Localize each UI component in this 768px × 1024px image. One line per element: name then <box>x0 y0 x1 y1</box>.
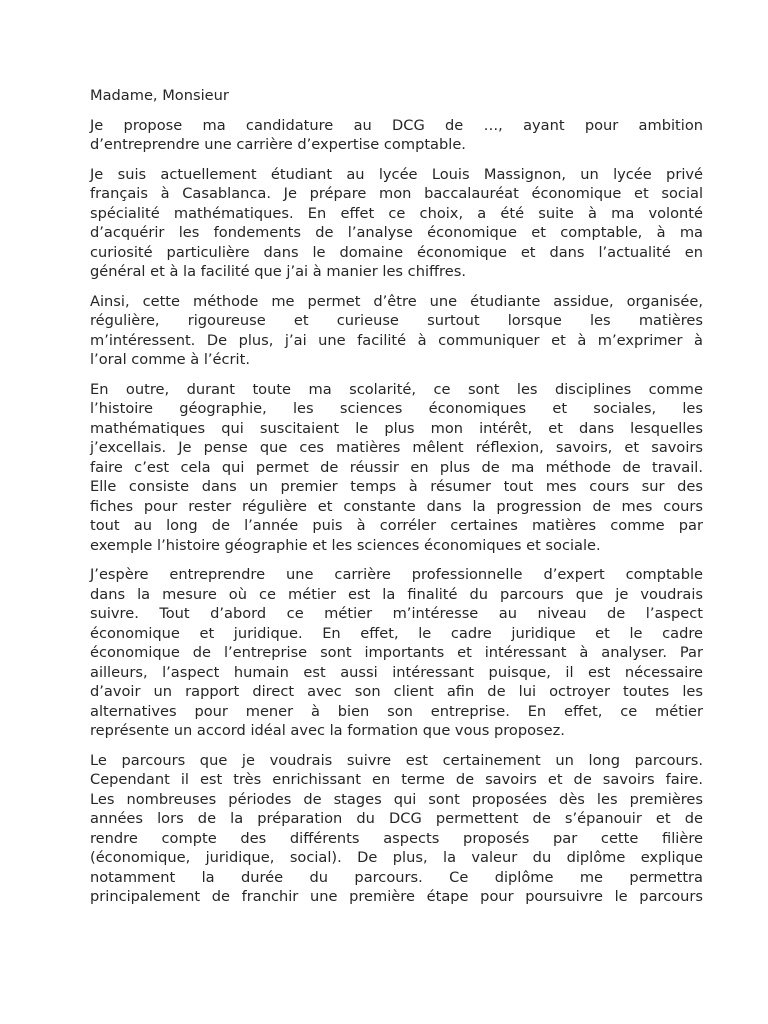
paragraph-line: fiches pour rester régulière et constante dans la progression de mes cours <box>90 497 703 515</box>
letter-body <box>90 116 703 907</box>
paragraph-line: mathématiques qui suscitaient le plus mon intérêt, et dans lesquelles <box>90 419 703 437</box>
paragraph-line: dans la mesure où ce métier est la finalité du parcours que je voudrais <box>90 585 703 603</box>
letter-page <box>90 86 703 917</box>
salutation-text: Madame, Monsieur <box>90 87 229 104</box>
paragraph-line: spécialité mathématiques. En effet ce choix, a été suite à ma volonté <box>90 204 703 222</box>
paragraph-line: ailleurs, l’aspect humain est aussi intéressant puisque, il est nécessaire <box>90 663 703 681</box>
paragraph-line: général et à la facilité que j’ai à manier les chiffres. <box>90 263 466 280</box>
paragraph-line: exemple l’histoire géographie et les sciences économiques et sociale. <box>90 536 601 554</box>
paragraph-line: régulière, rigoureuse et curieuse surtout lorsque les matières <box>90 312 703 329</box>
paragraph-line: économique de l’entreprise sont importants et intéressant à analyser. Par <box>90 644 703 661</box>
paragraph-line: (économique, juridique, social). De plus, la valeur du diplôme explique <box>90 849 703 866</box>
paragraph-line: curiosité particulière dans le domaine économique et dans l’actualité en <box>90 243 703 261</box>
paragraph-line: tout au long de l’année puis à corréler certaines matières comme par <box>90 517 703 534</box>
paragraph-line: principalement de franchir une première étape pour poursuivre le parcours <box>90 888 703 905</box>
salutation <box>90 86 703 106</box>
paragraph-line: l’histoire géographie, les sciences économiques et sociales, les <box>90 400 703 417</box>
paragraph-line: alternatives pour mener à bien son entreprise. En effet, ce métier <box>90 702 703 720</box>
paragraph-line: Je propose ma candidature au DCG de …, ayant pour ambition <box>90 116 703 134</box>
paragraph-6 <box>90 751 703 907</box>
paragraph-line: j’excellais. Je pense que ces matières mêlent réflexion, savoirs, et savoirs <box>90 439 703 456</box>
paragraph-line: Les nombreuses périodes de stages qui sont proposées dès les premières <box>90 790 703 808</box>
paragraph-line: d’acquérir les fondements de l’analyse économique et comptable, à ma <box>90 224 703 241</box>
paragraph-line: l’oral comme à l’écrit. <box>90 351 250 368</box>
paragraph-line: Le parcours que je voudrais suivre est certainement un long parcours. <box>90 751 703 769</box>
paragraph-line: En outre, durant toute ma scolarité, ce sont les disciplines comme <box>90 380 703 398</box>
paragraph-line: notamment la durée du parcours. Ce diplôme me permettra <box>90 868 703 886</box>
paragraph-3 <box>90 292 703 370</box>
paragraph-1 <box>90 116 703 155</box>
paragraph-line: rendre compte des différents aspects proposés par cette filière <box>90 829 703 847</box>
paragraph-line: d’entreprendre une carrière d’expertise comptable. <box>90 136 466 153</box>
paragraph-5 <box>90 565 703 741</box>
paragraph-line: années lors de la préparation du DCG permettent de s’épanouir et de <box>90 810 703 827</box>
paragraph-line: Ainsi, cette méthode me permet d’être une étudiante assidue, organisée, <box>90 292 703 310</box>
paragraph-line: m’intéressent. De plus, j’ai une facilité à communiquer et à m’exprimer à <box>90 331 703 349</box>
paragraph-line: Cependant il est très enrichissant en terme de savoirs et de savoirs faire. <box>90 771 703 788</box>
paragraph-line: suivre. Tout d’abord ce métier m’intéresse au niveau de l’aspect <box>90 605 703 622</box>
paragraph-4 <box>90 380 703 556</box>
paragraph-2 <box>90 165 703 282</box>
paragraph-line: Elle consiste dans un premier temps à résumer tout mes cours sur des <box>90 478 703 495</box>
paragraph-line: français à Casablanca. Je prépare mon baccalauréat économique et social <box>90 185 703 202</box>
paragraph-line: d’avoir un rapport direct avec son client afin de lui octroyer toutes les <box>90 683 703 700</box>
paragraph-line: Je suis actuellement étudiant au lycée Louis Massignon, un lycée privé <box>90 165 703 183</box>
paragraph-line: économique et juridique. En effet, le cadre juridique et le cadre <box>90 624 703 642</box>
paragraph-line: faire c’est cela qui permet de réussir en plus de ma méthode de travail. <box>90 458 703 476</box>
paragraph-line: J’espère entreprendre une carrière professionnelle d’expert comptable <box>90 566 703 583</box>
paragraph-line: représente un accord idéal avec la formation que vous proposez. <box>90 722 565 739</box>
